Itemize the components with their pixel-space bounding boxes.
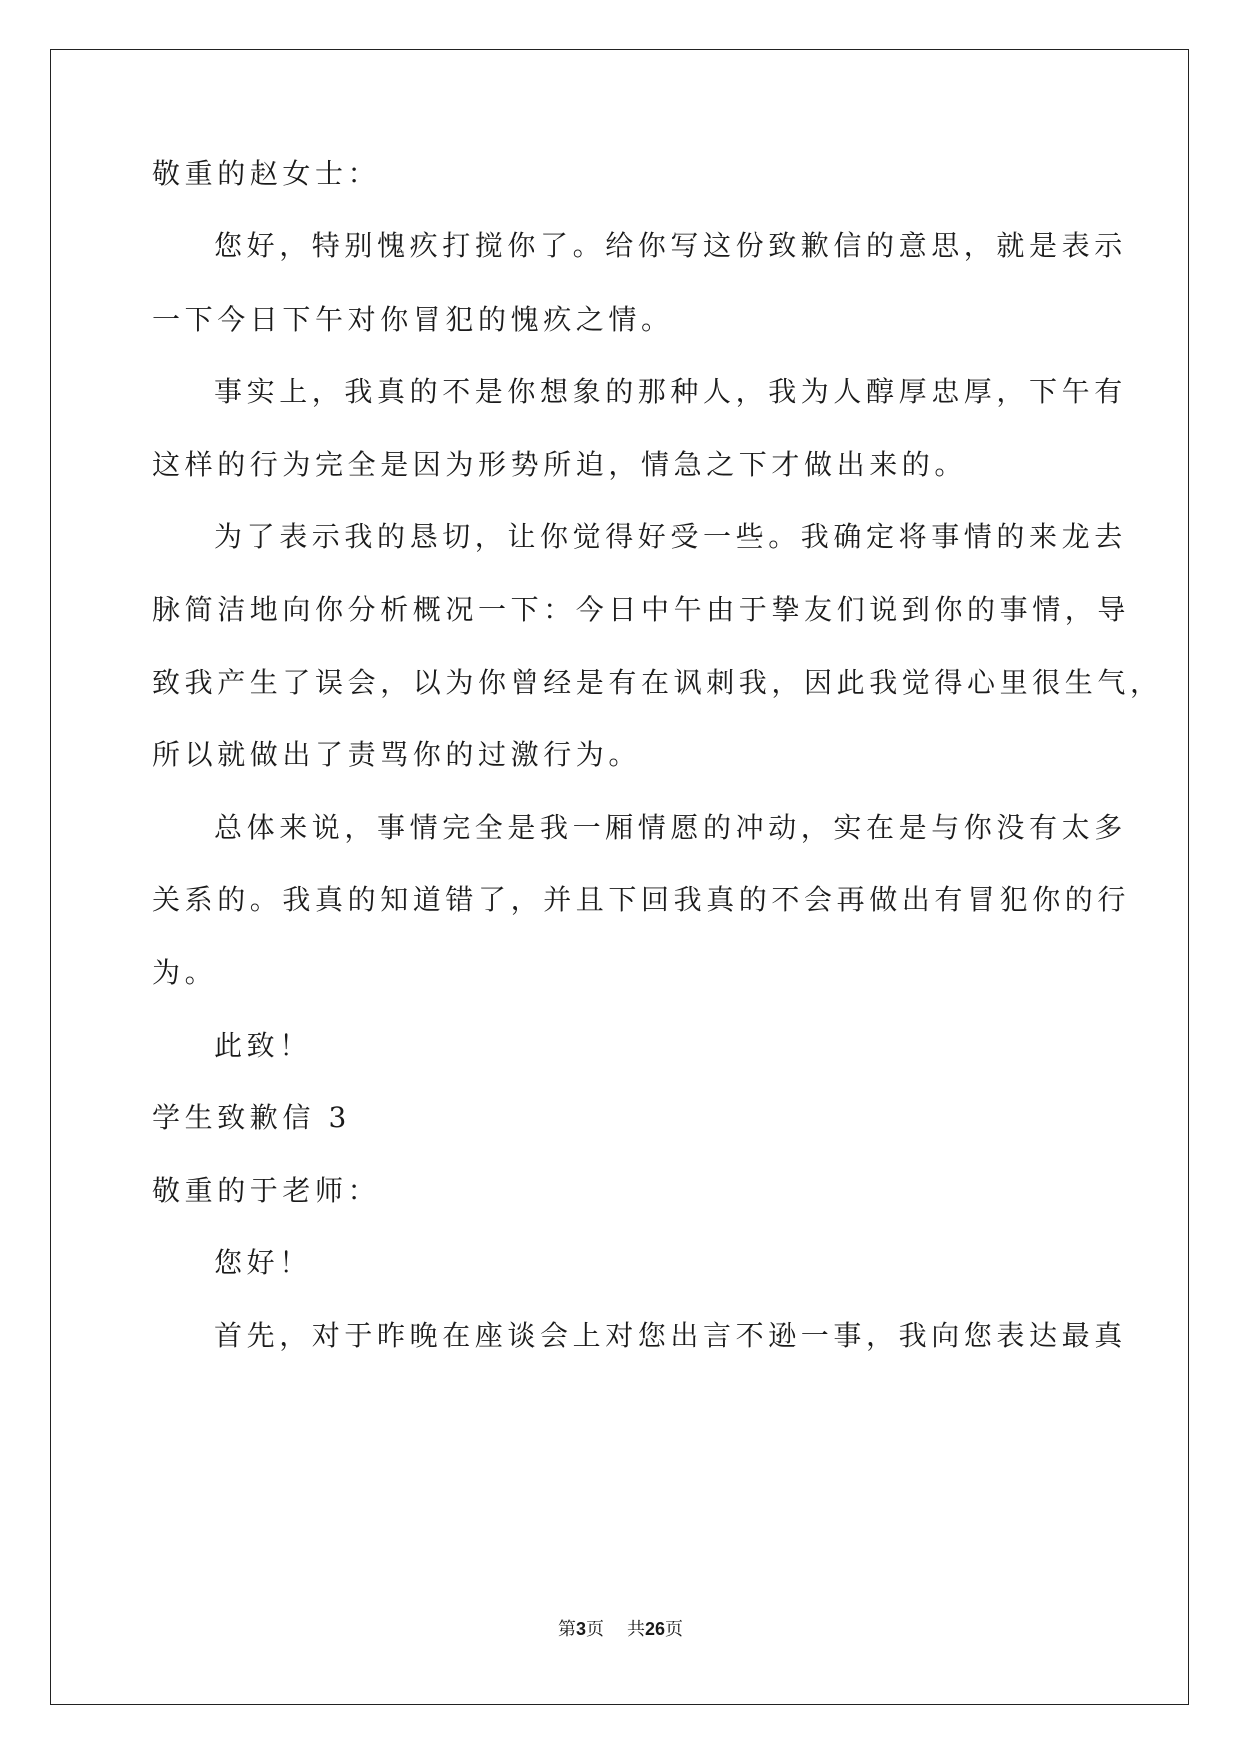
paragraph-line: 脉简洁地向你分析概况一下：今日中午由于挚友们说到你的事情，导 — [152, 593, 1131, 626]
paragraph-line: 一下今日下午对你冒犯的愧疚之情。 — [152, 303, 674, 336]
paragraph-line: 为了表示我的恳切，让你觉得好受一些。我确定将事情的来龙去 — [214, 520, 1127, 553]
page-footer — [0, 1618, 1241, 1641]
total-pages: 26 — [644, 1619, 665, 1639]
paragraph-line: 总体来说，事情完全是我一厢情愿的冲动，实在是与你没有太多 — [214, 811, 1127, 844]
paragraph-line: 关系的。我真的知道错了，并且下回我真的不会再做出有冒犯你的行 — [152, 883, 1131, 916]
salutation-yu: 敬重的于老师： — [152, 1174, 381, 1207]
greeting-line: 您好！ — [214, 1246, 312, 1279]
paragraph-line: 事实上，我真的不是你想象的那种人，我为人醇厚忠厚，下午有 — [214, 375, 1127, 408]
page-number: 3 — [576, 1619, 587, 1639]
page-suffix: 页 — [586, 1619, 605, 1640]
paragraph-line: 这样的行为完全是因为形势所迫，情急之下才做出来的。 — [152, 448, 968, 481]
total-prefix: 共 — [626, 1619, 645, 1640]
section-heading: 学生致歉信 3 — [152, 1101, 351, 1134]
paragraph-line: 首先，对于昨晚在座谈会上对您出言不逊一事，我向您表达最真 — [214, 1319, 1127, 1352]
paragraph-line: 致我产生了误会，以为你曾经是有在讽刺我，因此我觉得心里很生气， — [152, 666, 1163, 699]
closing-line: 此致！ — [214, 1029, 312, 1062]
total-suffix: 页 — [664, 1619, 683, 1640]
paragraph-line: 所以就做出了责骂你的过激行为。 — [152, 738, 642, 771]
salutation-zhao: 敬重的赵女士： — [152, 157, 381, 190]
page-prefix: 第 — [558, 1619, 577, 1640]
page-border — [50, 49, 1189, 1705]
paragraph-line: 您好，特别愧疚打搅你了。给你写这份致歉信的意思，就是表示 — [214, 229, 1127, 262]
paragraph-line: 为。 — [152, 956, 218, 989]
